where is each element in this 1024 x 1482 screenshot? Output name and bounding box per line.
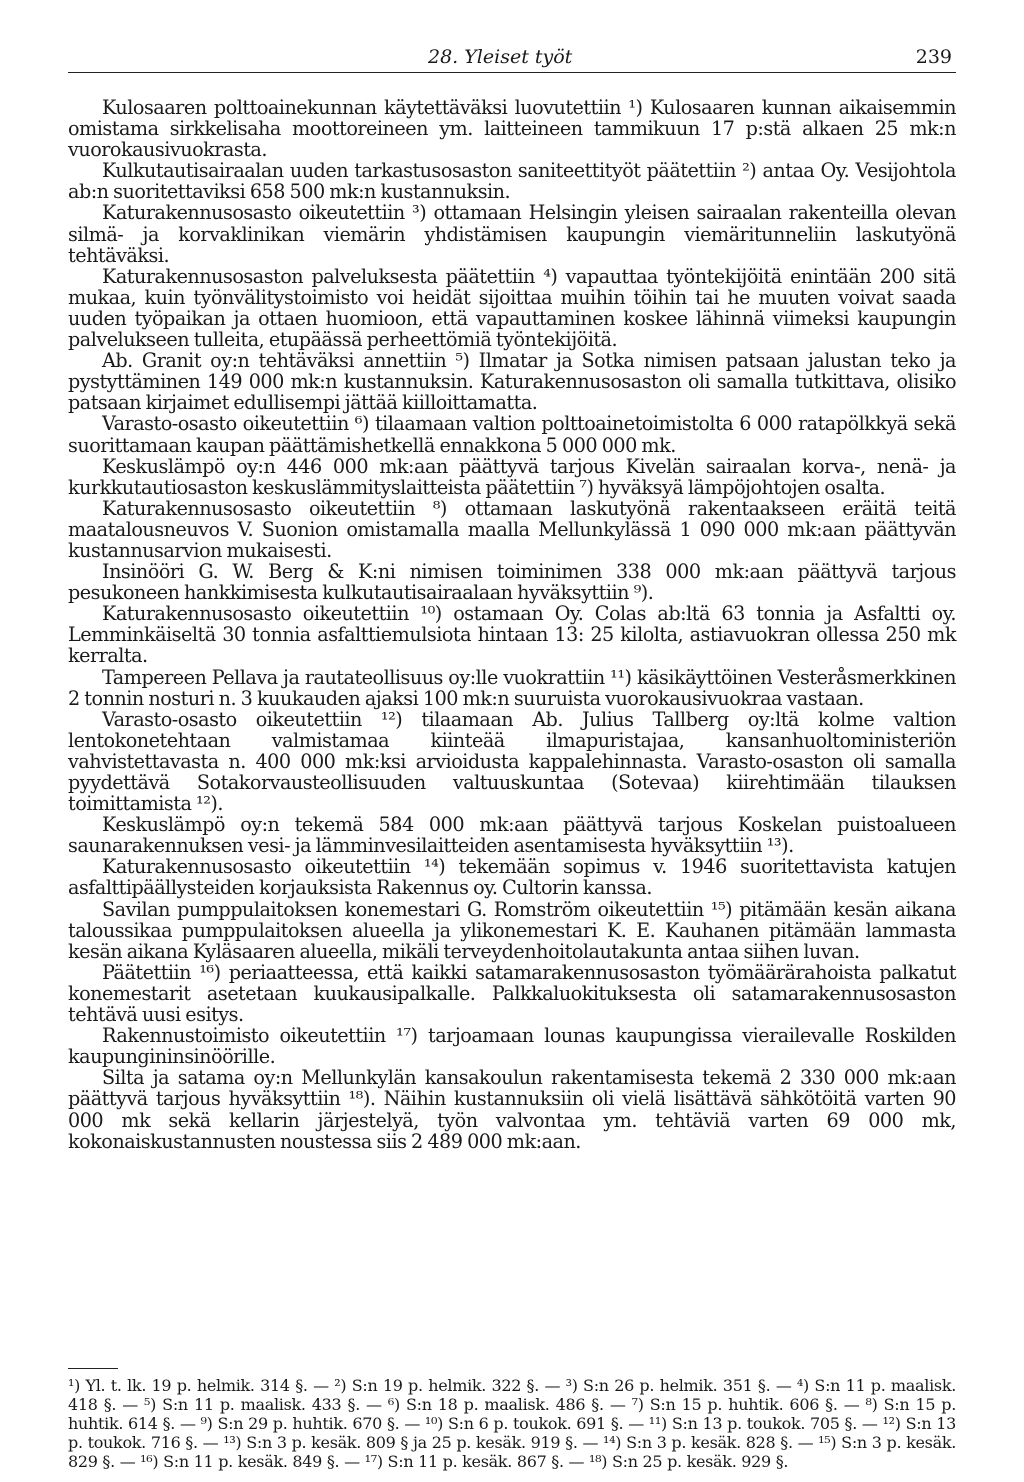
paragraph: Keskuslämpö oy:n 446 000 mk:aan päättyvä tarjous Kivelän sairaalan korva-, nenä- ja kurkkutautiosaston keskuslämmityslaitteista päätettiin ⁷) hyväksyä lämpöjohtojen osalta. bbox=[68, 454, 956, 499]
paragraph: Kulkutautisairaalan uuden tarkastusosaston saniteettityöt päätettiin ²) antaa Oy. Vesijohtola ab:n suoritettaviksi 658 500 mk:n kustannuksin. bbox=[68, 159, 956, 204]
paragraph: Kulosaaren polttoainekunnan käytettäväksi luovutettiin ¹) Kulosaaren kunnan aikaisemmin omistama sirkkelisaha moottoreineen ym. laitteineen tammikuun 17 p:stä alkaen 25 mk:n vuorokausivuokrasta. bbox=[68, 96, 956, 162]
page-number: 239 bbox=[915, 46, 952, 68]
header-rule bbox=[68, 72, 956, 73]
paragraph: Ab. Granit oy:n tehtäväksi annettiin ⁵) Ilmatar ja Sotka nimisen patsaan jalustan teko ja pystyttäminen 149 000 mk:n kustannuksin. Katurakennusosaston oli samalla tutkittava, olisiko patsaan kirjaimet edullisempi jättää kiilloittamatta. bbox=[68, 349, 956, 415]
paragraph: Katurakennusosasto oikeutettiin ¹⁴) tekemään sopimus v. 1946 suoritettavista katujen asfalttipäällysteiden korjauksista Rakennus oy. Cultorin kanssa. bbox=[68, 855, 956, 900]
paragraph: Varasto-osasto oikeutettiin ¹²) tilaamaan Ab. Julius Tallberg oy:ltä kolme valtion lentokonetehtaan valmistamaa kiinteää ilmapuristajaa, kansanhuoltoministeriön vahvistettavasta n. 400 000 mk:ksi arvioidusta kappalehinnasta. Varasto-osaston oli samalla pyydettävä Sotakorvausteollisuuden valtuuskuntaa (Sotevaa) kiirehtimään tilauksen toimittamista ¹²). bbox=[68, 707, 956, 816]
paragraph: Rakennustoimisto oikeutettiin ¹⁷) tarjoamaan lounas kaupungissa vierailevalle Roskilden kaupungininsinöörille. bbox=[68, 1024, 956, 1069]
footnote-text: ¹) Yl. t. lk. 19 p. helmik. 314 §. — ²) S:n 19 p. helmik. 322 §. — ³) S:n 26 p. helmik. 351 §. — ⁴) S:n 11 p. maalisk. 418 §. — ⁵) S:n 11 p. maalisk. 433 §. — ⁶) S:n 18 p. maalisk. 486 §. — ⁷) S:n 15 p. huhtik. 606 §. — ⁸) S:n 15 p. huhtik. 614 §. — ⁹) S:n 29 p. huhtik. 670 §. — ¹⁰) S:n 6 p. toukok. 691 §. — ¹¹) S:n 13 p. toukok. 705 §. — ¹²) S:n 13 p. toukok. 716 §. — ¹³) S:n 3 p. kesäk. 809 § ja 25 p. kesäk. 919 §. — ¹⁴) S:n 3 p. kesäk. 828 §. — ¹⁵) S:n 3 p. kesäk. 829 §. — ¹⁶) S:n 11 p. kesäk. 849 §. — ¹⁷) S:n 11 p. kesäk. 867 §. — ¹⁸) S:n 25 p. kesäk. 929 §. bbox=[68, 1376, 956, 1471]
paragraph: Insinööri G. W. Berg & K:ni nimisen toiminimen 338 000 mk:aan päättyvä tarjous pesukoneen hankkimisesta kulkutautisairaalaan hyväksyttiin ⁹). bbox=[68, 560, 956, 605]
paragraph: Tampereen Pellava ja rautateollisuus oy:lle vuokrattiin ¹¹) käsikäyttöinen Vesteråsmerkkinen 2 tonnin nosturi n. 3 kuukauden ajaksi 100 mk:n suuruista vuorokausivuokraa vastaan. bbox=[68, 665, 956, 710]
body-text bbox=[68, 97, 956, 1152]
section-title: 28. Yleiset työt bbox=[428, 46, 573, 68]
paragraph: Varasto-osasto oikeutettiin ⁶) tilaamaan valtion polttoainetoimistolta 6 000 ratapölkkyä sekä suorittamaan kaupan päättämishetkellä ennakkona 5 000 000 mk. bbox=[68, 412, 956, 457]
paragraph: Keskuslämpö oy:n tekemä 584 000 mk:aan päättyvä tarjous Koskelan puistoalueen saunarakennuksen vesi- ja lämminvesilaitteiden asentamisesta hyväksyttiin ¹³). bbox=[68, 813, 956, 858]
paragraph: Katurakennusosasto oikeutettiin ³) ottamaan Helsingin yleisen sairaalan rakenteilla olevan silmä- ja korvaklinikan viemärin yhdistämisen kaupungin viemäritunneliin laskutyönä tehtäväksi. bbox=[68, 201, 956, 267]
paragraph: Katurakennusosasto oikeutettiin ⁸) ottamaan laskutyönä rakentaakseen eräitä teitä maatalousneuvos V. Suonion omistamalla maalla Mellunkylässä 1 090 000 mk:aan päättyvän kustannusarvion mukaisesti. bbox=[68, 496, 956, 562]
paragraph: Katurakennusosasto oikeutettiin ¹⁰) ostamaan Oy. Colas ab:ltä 63 tonnia ja Asfaltti oy. Lemminkäiseltä 30 tonnia asfalttiemulsiota hintaan 13: 25 kilolta, astiavuokran ollessa 250 mk kerralta. bbox=[68, 602, 956, 668]
document-page bbox=[68, 0, 956, 1482]
paragraph: Savilan pumppulaitoksen konemestari G. Romström oikeutettiin ¹⁵) pitämään kesän aikana taloussikaa pumppulaitoksen alueella ja ylikonemestari K. E. Kauhanen pitämään lammasta kesän aikana Kyläsaaren alueella, mikäli terveydenhoitolautakunta antaa siihen luvan. bbox=[68, 897, 956, 963]
footnote-rule bbox=[68, 1368, 118, 1369]
paragraph: Katurakennusosaston palveluksesta päätettiin ⁴) vapauttaa työntekijöitä enintään 200 sitä mukaa, kuin työnvälitystoimisto voi heidät sijoittaa muihin töihin tai he muuten voivat saada uuden työpaikan ja ottaen huomioon, että vapauttaminen koskee lähinnä viimeksi kaupungin palvelukseen tulleita, etupäässä perheettömiä työntekijöitä. bbox=[68, 264, 956, 352]
paragraph: Silta ja satama oy:n Mellunkylän kansakoulun rakentamisesta tekemä 2 330 000 mk:aan päättyvä tarjous hyväksyttiin ¹⁸). Näihin kustannuksiin oli vielä lisättävä sähkötöitä varten 90 000 mk sekä kellarin järjestelyä, työn valvontaa ym. tehtäviä varten 69 000 mk, kokonaiskustannusten noustessa siis 2 489 000 mk:aan. bbox=[68, 1066, 956, 1153]
running-head bbox=[68, 40, 956, 70]
footnotes bbox=[68, 1376, 956, 1471]
paragraph: Päätettiin ¹⁶) periaatteessa, että kaikki satamarakennusosaston työmäärärahoista palkatut konemestarit asetetaan kuukausipalkalle. Palkkaluokituksesta oli satamarakennusosaston tehtävä uusi esitys. bbox=[68, 960, 956, 1027]
